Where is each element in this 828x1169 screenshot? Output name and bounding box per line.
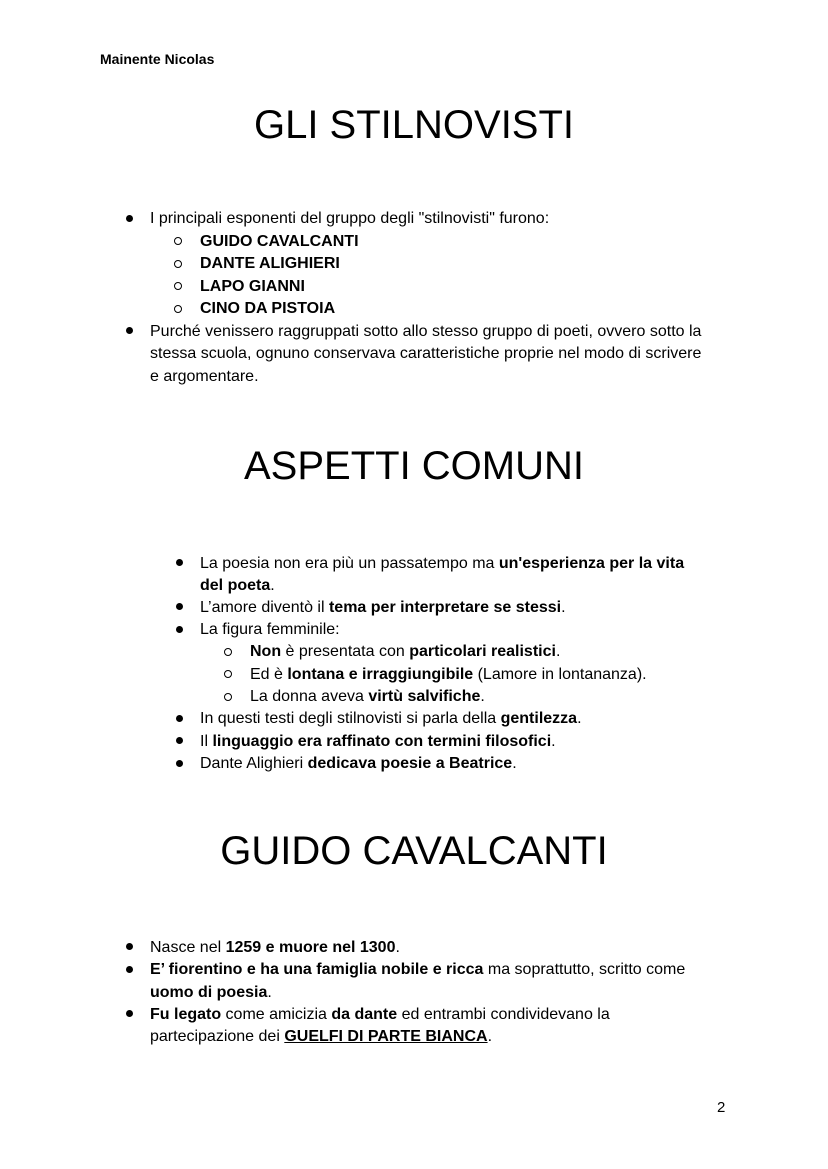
bullet (176, 760, 183, 767)
list-item: GUIDO CAVALCANTI (200, 232, 359, 250)
author-name: Mainente Nicolas (100, 51, 215, 67)
list-item: In questi testi degli stilnovisti si parla della gentilezza. (200, 710, 582, 727)
sub-bullet (224, 693, 232, 701)
list-item: CINO DA PISTOIA (200, 300, 336, 317)
list-item: La figura femminile: (200, 621, 340, 638)
bullet (176, 626, 183, 633)
bullet (126, 1010, 133, 1017)
bullet (126, 327, 133, 334)
list-item: I principali esponenti del gruppo degli "stilnovisti" furono: (150, 210, 550, 227)
bullet (176, 715, 183, 722)
list-item: Ed è lontana e irraggiungibile (Lamore in lontananza). (250, 665, 647, 683)
list-item: L’amore diventò il tema per interpretare se stessi. (200, 598, 566, 616)
list-item: La poesia non era più un passatempo ma un'esperienza per la vita del poeta. (200, 554, 685, 594)
section-title-aspetti: ASPETTI COMUNI (243, 444, 585, 488)
list-item: Il linguaggio era raffinato con termini filosofici. (200, 732, 556, 750)
sub-bullet (174, 282, 182, 290)
bullet (176, 737, 183, 744)
list-item: Nasce nel 1259 e muore nel 1300. (150, 938, 400, 956)
sub-bullet (174, 237, 182, 245)
bullet (126, 943, 133, 950)
list-item: Dante Alighieri dedicava poesie a Beatrice. (200, 755, 517, 772)
section-title-stilnovisti: GLI STILNOVISTI (253, 103, 575, 147)
bullet (176, 603, 183, 610)
list-item: Non è presentata con particolari realistici. (250, 643, 561, 660)
bullet (176, 559, 183, 566)
list-item: Fu legato come amicizia da dante ed entrambi condividevano la partecipazione dei GUELFI DI PARTE BIANCA. (150, 1005, 610, 1045)
list-item: E’ fiorentino e ha una famiglia nobile e ricca ma soprattutto, scritto come uomo di poesia. (150, 961, 686, 1001)
page-number: 2 (717, 1099, 726, 1116)
sub-bullet (224, 670, 232, 678)
bullet (126, 215, 133, 222)
list-item: DANTE ALIGHIERI (200, 255, 340, 272)
sub-bullet (224, 648, 232, 656)
bullet (126, 966, 133, 973)
sub-bullet (174, 305, 182, 313)
list-item: Purché venissero raggruppati sotto allo stesso gruppo di poeti, ovvero sotto la stessa scuola, ognuno conservava caratteristiche proprie nel modo di scrivere e argomentare. (150, 322, 702, 385)
list-item: La donna aveva virtù salvifiche. (250, 688, 485, 705)
section-title-cavalcanti: GUIDO CAVALCANTI (220, 829, 608, 873)
guelfi-link[interactable]: GUELFI DI PARTE BIANCA (284, 1028, 488, 1045)
sub-bullet (174, 260, 182, 268)
list-item: LAPO GIANNI (200, 277, 305, 295)
